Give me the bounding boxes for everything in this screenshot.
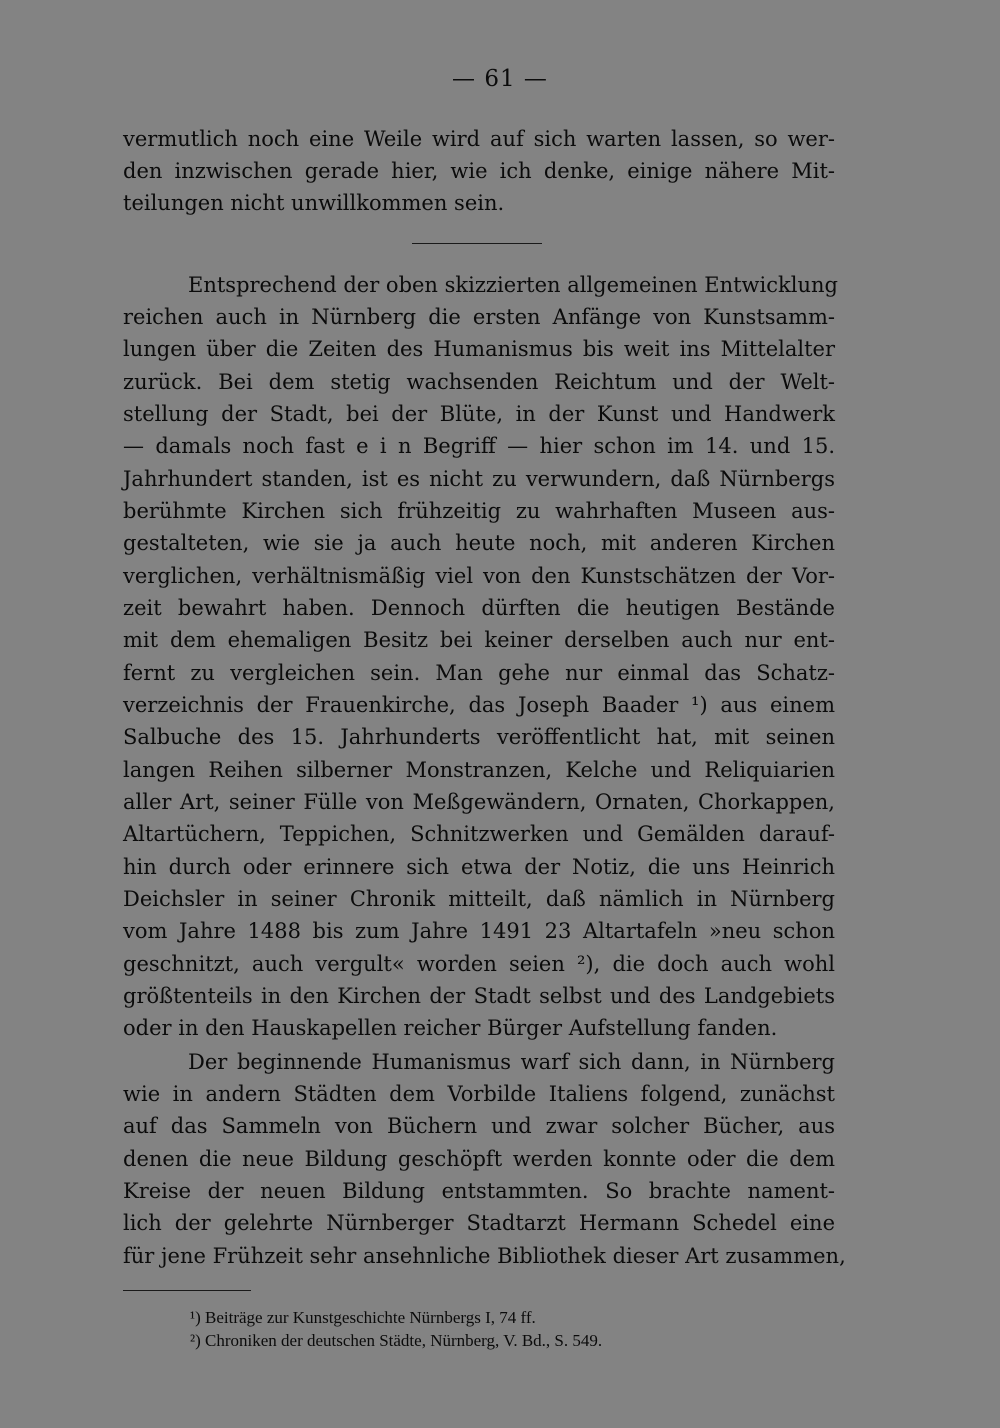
text-line: Jahrhundert standen, ist es nicht zu verwundern, daß Nürnbergs bbox=[123, 467, 835, 491]
text-line: langen Reihen silberner Monstranzen, Kelche und Reliquiarien bbox=[123, 758, 835, 782]
text-line: mit dem ehemaligen Besitz bei keiner derselben auch nur ent- bbox=[123, 628, 835, 652]
footnote: ¹) Beiträge zur Kunstgeschichte Nürnbergs I, 74 ff. bbox=[190, 1308, 536, 1327]
text-line: den inzwischen gerade hier, wie ich denke, einige nähere Mit- bbox=[123, 159, 835, 183]
footnote: ²) Chroniken der deutschen Städte, Nürnberg, V. Bd., S. 549. bbox=[190, 1331, 603, 1350]
text-line: oder in den Hauskapellen reicher Bürger Aufstellung fanden. bbox=[123, 1016, 778, 1040]
text-line: berühmte Kirchen sich frühzeitig zu wahrhaften Museen aus- bbox=[123, 499, 835, 523]
text-line: geschnitzt, auch vergult« worden seien ²), die doch auch wohl bbox=[123, 952, 835, 976]
text-line: größtenteils in den Kirchen der Stadt selbst und des Landgebiets bbox=[123, 984, 835, 1008]
text-line: gestalteten, wie sie ja auch heute noch, mit anderen Kirchen bbox=[123, 531, 835, 555]
text-line: verglichen, verhältnismäßig viel von den Kunstschätzen der Vor- bbox=[123, 564, 835, 588]
text-line: teilungen nicht unwillkommen sein. bbox=[123, 191, 505, 215]
text-line: denen die neue Bildung geschöpft werden konnte oder die dem bbox=[123, 1147, 835, 1171]
text-line: reichen auch in Nürnberg die ersten Anfänge von Kunstsamm- bbox=[123, 305, 835, 329]
text-line: Deichsler in seiner Chronik mitteilt, daß nämlich in Nürnberg bbox=[123, 887, 835, 911]
text-line: vom Jahre 1488 bis zum Jahre 1491 23 Altartafeln »neu schon bbox=[123, 919, 835, 943]
text-line: stellung der Stadt, bei der Blüte, in der Kunst und Handwerk bbox=[123, 402, 835, 426]
text-line: lich der gelehrte Nürnberger Stadtarzt Hermann Schedel eine bbox=[123, 1211, 835, 1235]
text-line: für jene Frühzeit sehr ansehnliche Bibliothek dieser Art zusammen, bbox=[123, 1244, 846, 1268]
page-number: — 61 — bbox=[452, 66, 548, 92]
text-line: fernt zu vergleichen sein. Man gehe nur einmal das Schatz- bbox=[123, 661, 835, 685]
text-line: lungen über die Zeiten des Humanismus bis weit ins Mittelalter bbox=[123, 337, 835, 361]
text-line: aller Art, seiner Fülle von Meßgewändern, Ornaten, Chorkappen, bbox=[123, 790, 835, 814]
text-line: Altartüchern, Teppichen, Schnitzwerken und Gemälden darauf- bbox=[123, 822, 835, 846]
text-line: zurück. Bei dem stetig wachsenden Reichtum und der Welt- bbox=[123, 370, 835, 394]
text-line: hin durch oder erinnere sich etwa der Notiz, die uns Heinrich bbox=[123, 855, 835, 879]
text-line: zeit bewahrt haben. Dennoch dürften die heutigen Bestände bbox=[123, 596, 835, 620]
text-line: auf das Sammeln von Büchern und zwar solcher Bücher, aus bbox=[123, 1114, 835, 1138]
footnote-divider bbox=[123, 1290, 251, 1291]
text-line: Der beginnende Humanismus warf sich dann, in Nürnberg bbox=[188, 1050, 835, 1074]
text-line: Salbuche des 15. Jahrhunderts veröffentlicht hat, mit seinen bbox=[123, 725, 835, 749]
section-divider bbox=[412, 243, 542, 244]
text-line: Kreise der neuen Bildung entstammten. So brachte nament- bbox=[123, 1179, 835, 1203]
text-line: Entsprechend der oben skizzierten allgemeinen Entwicklung bbox=[188, 273, 838, 297]
text-line: wie in andern Städten dem Vorbilde Italiens folgend, zunächst bbox=[123, 1082, 835, 1106]
text-line: — damals noch fast e i n Begriff — hier schon im 14. und 15. bbox=[123, 434, 835, 458]
text-line: vermutlich noch eine Weile wird auf sich warten lassen, so wer- bbox=[123, 127, 835, 151]
text-line: verzeichnis der Frauenkirche, das Joseph Baader ¹) aus einem bbox=[123, 693, 835, 717]
